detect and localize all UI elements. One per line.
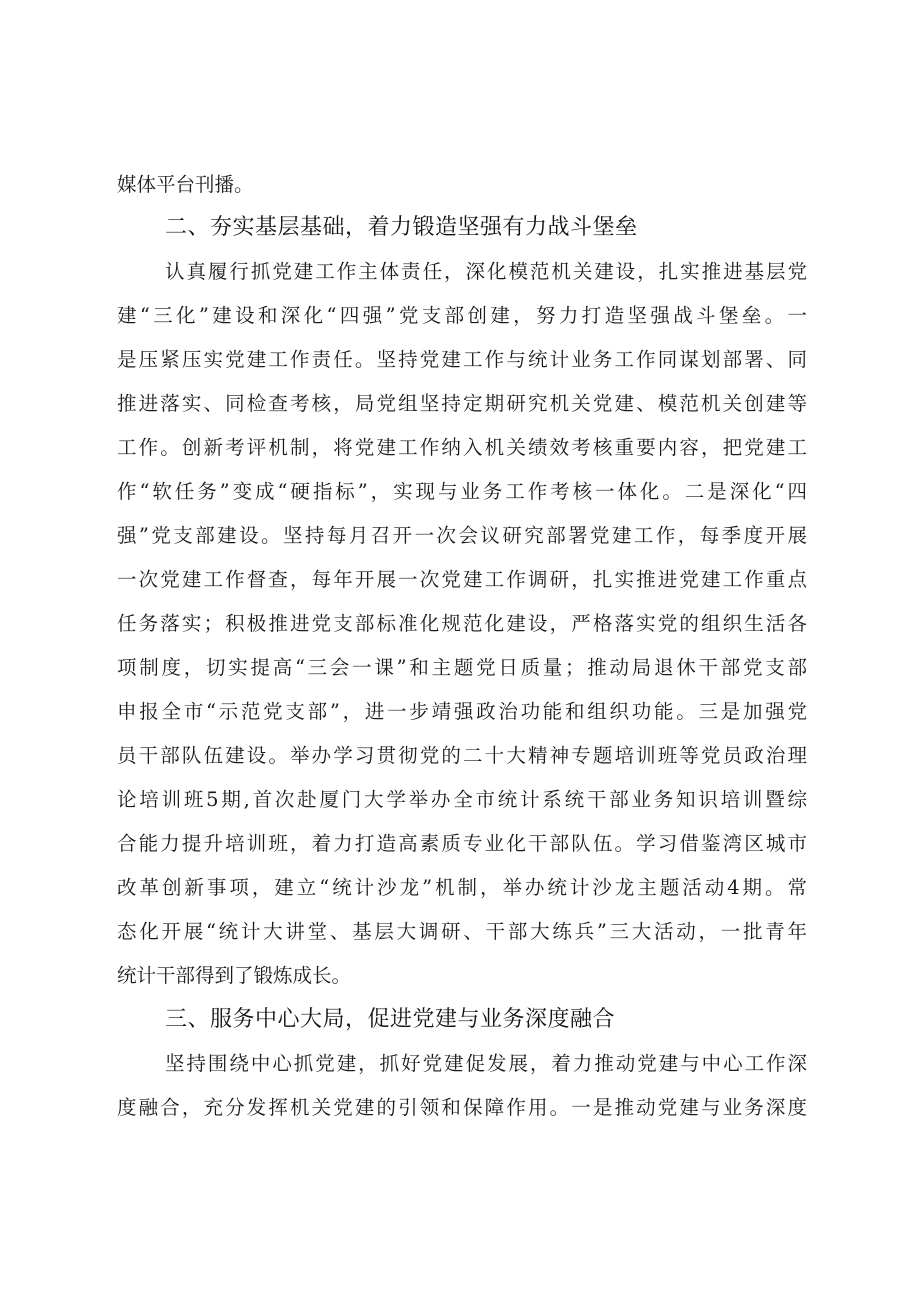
paragraph-line: 改革创新事项，建立“统计沙龙”机制，举办统计沙龙主题活动4期。常	[117, 876, 807, 899]
paragraph-line: 媒体平台刊播。	[117, 173, 254, 196]
paragraph-line: 任务落实；积极推进党支部标准化规范化建设，严格落实党的组织生活各	[117, 612, 807, 635]
paragraph-line: 合能力提升培训班，着力打造高素质专业化干部队伍。学习借鉴湾区城市	[117, 832, 807, 855]
paragraph-line: 推进落实、同检查考核，局党组坚持定期研究机关党建、模范机关创建等	[117, 392, 807, 415]
paragraph-line: 是压紧压实党建工作责任。坚持党建工作与统计业务工作同谋划部署、同	[117, 348, 807, 371]
paragraph-line: 建“三化”建设和深化“四强”党支部创建，努力打造坚强战斗堡垒。一	[117, 304, 807, 327]
paragraph-line: 一次党建工作督查，每年开展一次党建工作调研，扎实推进党建工作重点	[117, 568, 807, 591]
paragraph-line: 认真履行抓党建工作主体责任，深化模范机关建设，扎实推进基层党	[165, 260, 807, 283]
paragraph-line: 项制度，切实提高“三会一课”和主题党日质量；推动局退休干部党支部	[117, 656, 807, 679]
section-heading-3: 三、服务中心大局，促进党建与业务深度融合	[165, 1007, 616, 1032]
paragraph-line: 度融合，充分发挥机关党建的引领和保障作用。一是推动党建与业务深度	[117, 1096, 807, 1119]
paragraph-line: 作“软任务”变成“硬指标”，实现与业务工作考核一体化。二是深化“四	[117, 480, 807, 503]
paragraph-line: 态化开展“统计大讲堂、基层大调研、干部大练兵”三大活动，一批青年	[117, 920, 807, 943]
paragraph-line: 论培训班5期,首次赴厦门大学举办全市统计系统干部业务知识培训暨综	[117, 788, 807, 811]
paragraph-line: 统计干部得到了锻炼成长。	[117, 964, 352, 987]
paragraph-line: 申报全市“示范党支部”，进一步靖强政治功能和组织功能。三是加强党	[117, 700, 807, 723]
paragraph-line: 坚持围绕中心抓党建，抓好党建促发展，着力推动党建与中心工作深	[165, 1052, 807, 1075]
section-heading-2: 二、夯实基层基础，着力锻造坚强有力战斗堡垒	[165, 215, 638, 240]
paragraph-line: 员干部队伍建设。举办学习贯彻党的二十大精神专题培训班等党员政治理	[117, 744, 807, 767]
paragraph-line: 强”党支部建设。坚持每月召开一次会议研究部署党建工作，每季度开展	[117, 524, 807, 547]
paragraph-line: 工作。创新考评机制，将党建工作纳入机关绩效考核重要内容，把党建工	[117, 436, 807, 459]
